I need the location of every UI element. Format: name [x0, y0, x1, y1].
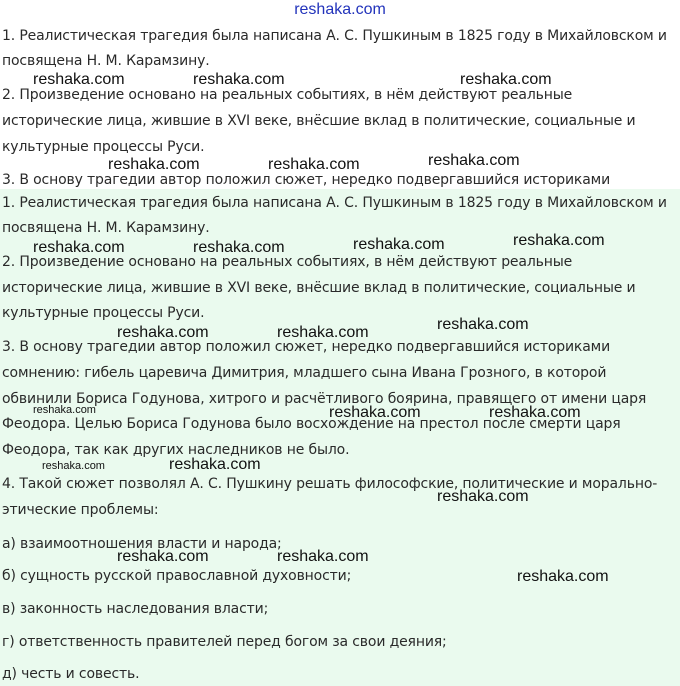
watermark: reshaka.com — [353, 236, 445, 253]
b2-line-5: культурные процессы Руси. — [2, 305, 205, 321]
b2-line-2: посвящена Н. М. Карамзину. — [2, 220, 210, 236]
b1-line-4: исторические лица, жившие в XVI веке, внёсшие вклад в политические, социальные и — [2, 113, 636, 129]
watermark: reshaka.com — [117, 548, 209, 565]
watermark: reshaka.com — [437, 488, 529, 505]
b1-line-2: посвящена Н. М. Карамзину. — [2, 53, 210, 69]
b1-line-5: культурные процессы Руси. — [2, 139, 205, 155]
watermark: reshaka.com — [460, 71, 552, 88]
b2-line-17: д) честь и совесть. — [2, 666, 140, 682]
b2-line-16: г) ответственность правителей перед богом за свои деяния; — [2, 634, 447, 650]
b2-line-3: 2. Произведение основано на реальных событиях, в нём действуют реальные — [2, 254, 573, 270]
site-mark: reshaka.com — [294, 1, 386, 18]
b2-line-4: исторические лица, жившие в XVI веке, внёсшие вклад в политические, социальные и — [2, 280, 636, 296]
watermark: reshaka.com — [33, 71, 125, 88]
watermark: reshaka.com — [193, 71, 285, 88]
b2-line-6: 3. В основу трагедии автор положил сюжет, нередко подвергавшийся историками — [2, 339, 611, 355]
watermark: reshaka.com — [437, 316, 529, 333]
b2-line-8: обвинили Бориса Годунова, хитрого и расчётливого боярина, правящего от имени царя — [2, 391, 647, 407]
b1-line-1: 1. Реалистическая трагедия была написана А. С. Пушкиным в 1825 году в Михайловском и — [2, 28, 667, 44]
watermark: reshaka.com — [108, 156, 200, 173]
b1-line-3: 2. Произведение основано на реальных событиях, в нём действуют реальные — [2, 87, 573, 103]
watermark: reshaka.com — [428, 152, 520, 169]
b2-line-9: Феодора. Целью Бориса Годунова было восхождение на престол после смерти царя — [2, 416, 621, 432]
b2-line-15: в) законность наследования власти; — [2, 601, 269, 617]
b1-line-6: 3. В основу трагедии автор положил сюжет, нередко подвергавшийся историками — [2, 172, 611, 188]
watermark: reshaka.com — [277, 548, 369, 565]
watermark: reshaka.com — [42, 460, 105, 472]
watermark: reshaka.com — [33, 239, 125, 256]
watermark: reshaka.com — [517, 568, 609, 585]
b2-line-7: сомнению: гибель царевича Димитрия, младшего сына Ивана Грозного, в которой — [2, 365, 607, 381]
watermark: reshaka.com — [33, 404, 96, 416]
watermark: reshaka.com — [489, 404, 581, 421]
watermark: reshaka.com — [329, 404, 421, 421]
b2-line-14: б) сущность русской православной духовности; — [2, 568, 352, 584]
watermark: reshaka.com — [513, 232, 605, 249]
watermark: reshaka.com — [117, 324, 209, 341]
b2-line-13: а) взаимоотношения власти и народа; — [2, 536, 282, 552]
b2-line-10: Феодора, так как других наследников не было. — [2, 442, 350, 458]
watermark: reshaka.com — [193, 239, 285, 256]
b2-line-12: этические проблемы: — [2, 502, 159, 518]
b2-line-1: 1. Реалистическая трагедия была написана А. С. Пушкиным в 1825 году в Михайловском и — [2, 195, 667, 211]
b2-line-11: 4. Такой сюжет позволял А. С. Пушкину решать философские, политические и морально- — [2, 476, 658, 492]
watermark: reshaka.com — [277, 324, 369, 341]
watermark: reshaka.com — [268, 156, 360, 173]
watermark: reshaka.com — [169, 456, 261, 473]
